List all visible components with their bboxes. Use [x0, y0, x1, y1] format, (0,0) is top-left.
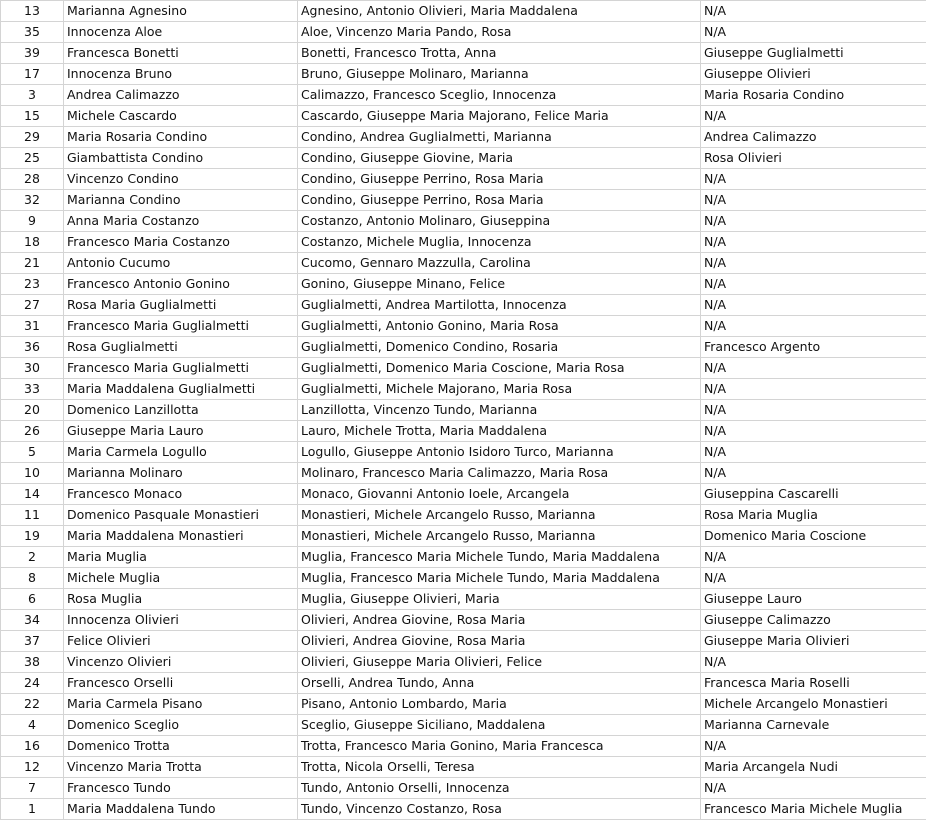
- spouse-cell[interactable]: Giuseppe Guglialmetti: [701, 43, 926, 64]
- id-cell[interactable]: 28: [1, 169, 64, 190]
- name-cell[interactable]: Michele Cascardo: [64, 106, 298, 127]
- name-cell[interactable]: Maria Carmela Logullo: [64, 442, 298, 463]
- table-row: [1, 799, 926, 820]
- id-cell[interactable]: 16: [1, 736, 64, 757]
- parents-cell[interactable]: Trotta, Nicola Orselli, Teresa: [298, 757, 701, 778]
- spouse-cell[interactable]: Giuseppe Calimazzo: [701, 610, 926, 631]
- spouse-cell[interactable]: Francesca Maria Roselli: [701, 673, 926, 694]
- spouse-cell[interactable]: N/A: [701, 568, 926, 589]
- name-cell[interactable]: Maria Muglia: [64, 547, 298, 568]
- spouse-cell[interactable]: N/A: [701, 463, 926, 484]
- name-cell[interactable]: Vincenzo Maria Trotta: [64, 757, 298, 778]
- spouse-cell[interactable]: Francesco Maria Michele Muglia: [701, 799, 926, 820]
- parents-cell[interactable]: Orselli, Andrea Tundo, Anna: [298, 673, 701, 694]
- id-cell[interactable]: 19: [1, 526, 64, 547]
- id-cell[interactable]: 34: [1, 610, 64, 631]
- table-row: [1, 253, 926, 274]
- spouse-cell[interactable]: N/A: [701, 22, 926, 43]
- id-cell[interactable]: 26: [1, 421, 64, 442]
- table-row: [1, 232, 926, 253]
- parents-cell[interactable]: Lanzillotta, Vincenzo Tundo, Marianna: [298, 400, 701, 421]
- id-cell[interactable]: 25: [1, 148, 64, 169]
- name-cell[interactable]: Maria Maddalena Guglialmetti: [64, 379, 298, 400]
- table-row: [1, 694, 926, 715]
- name-cell[interactable]: Innocenza Aloe: [64, 22, 298, 43]
- spouse-cell[interactable]: Rosa Maria Muglia: [701, 505, 926, 526]
- table-row: [1, 757, 926, 778]
- name-cell[interactable]: Maria Carmela Pisano: [64, 694, 298, 715]
- name-cell[interactable]: Francesco Maria Guglialmetti: [64, 316, 298, 337]
- table-row: [1, 421, 926, 442]
- table-row: [1, 589, 926, 610]
- parents-cell[interactable]: Muglia, Francesco Maria Michele Tundo, Maria Maddalena: [298, 547, 701, 568]
- name-cell[interactable]: Marianna Condino: [64, 190, 298, 211]
- parents-cell[interactable]: Gonino, Giuseppe Minano, Felice: [298, 274, 701, 295]
- parents-cell[interactable]: Guglialmetti, Michele Majorano, Maria Rosa: [298, 379, 701, 400]
- id-cell[interactable]: 29: [1, 127, 64, 148]
- id-cell[interactable]: 11: [1, 505, 64, 526]
- spouse-cell[interactable]: N/A: [701, 400, 926, 421]
- id-cell[interactable]: 32: [1, 190, 64, 211]
- parents-cell[interactable]: Cascardo, Giuseppe Maria Majorano, Felice Maria: [298, 106, 701, 127]
- id-cell[interactable]: 6: [1, 589, 64, 610]
- id-cell[interactable]: 7: [1, 778, 64, 799]
- parents-cell[interactable]: Sceglio, Giuseppe Siciliano, Maddalena: [298, 715, 701, 736]
- table-row: [1, 547, 926, 568]
- parents-cell[interactable]: Condino, Andrea Guglialmetti, Marianna: [298, 127, 701, 148]
- name-cell[interactable]: Domenico Trotta: [64, 736, 298, 757]
- name-cell[interactable]: Vincenzo Condino: [64, 169, 298, 190]
- id-cell[interactable]: 3: [1, 85, 64, 106]
- table-row: [1, 568, 926, 589]
- table-row: [1, 127, 926, 148]
- id-cell[interactable]: 35: [1, 22, 64, 43]
- id-cell[interactable]: 24: [1, 673, 64, 694]
- id-cell[interactable]: 31: [1, 316, 64, 337]
- name-cell[interactable]: Francesca Bonetti: [64, 43, 298, 64]
- parents-cell[interactable]: Tundo, Vincenzo Costanzo, Rosa: [298, 799, 701, 820]
- table-row: [1, 778, 926, 799]
- table-row: [1, 85, 926, 106]
- id-cell[interactable]: 20: [1, 400, 64, 421]
- id-cell[interactable]: 1: [1, 799, 64, 820]
- id-cell[interactable]: 9: [1, 211, 64, 232]
- spouse-cell[interactable]: N/A: [701, 778, 926, 799]
- id-cell[interactable]: 2: [1, 547, 64, 568]
- parents-cell[interactable]: Bruno, Giuseppe Molinaro, Marianna: [298, 64, 701, 85]
- parents-cell[interactable]: Bonetti, Francesco Trotta, Anna: [298, 43, 701, 64]
- spouse-cell[interactable]: N/A: [701, 652, 926, 673]
- parents-cell[interactable]: Guglialmetti, Domenico Condino, Rosaria: [298, 337, 701, 358]
- spouse-cell[interactable]: Maria Arcangela Nudi: [701, 757, 926, 778]
- parents-cell[interactable]: Molinaro, Francesco Maria Calimazzo, Maria Rosa: [298, 463, 701, 484]
- name-cell[interactable]: Domenico Lanzillotta: [64, 400, 298, 421]
- name-cell[interactable]: Francesco Antonio Gonino: [64, 274, 298, 295]
- table-row: [1, 610, 926, 631]
- table-row: [1, 106, 926, 127]
- spouse-cell[interactable]: N/A: [701, 358, 926, 379]
- table-row: [1, 442, 926, 463]
- parents-cell[interactable]: Costanzo, Antonio Molinaro, Giuseppina: [298, 211, 701, 232]
- name-cell[interactable]: Francesco Orselli: [64, 673, 298, 694]
- spouse-cell[interactable]: Rosa Olivieri: [701, 148, 926, 169]
- id-cell[interactable]: 13: [1, 1, 64, 22]
- parents-cell[interactable]: Agnesino, Antonio Olivieri, Maria Maddalena: [298, 1, 701, 22]
- table-row: [1, 316, 926, 337]
- parents-cell[interactable]: Pisano, Antonio Lombardo, Maria: [298, 694, 701, 715]
- id-cell[interactable]: 39: [1, 43, 64, 64]
- parents-cell[interactable]: Guglialmetti, Domenico Maria Coscione, Maria Rosa: [298, 358, 701, 379]
- table-row: [1, 358, 926, 379]
- name-cell[interactable]: Maria Rosaria Condino: [64, 127, 298, 148]
- name-cell[interactable]: Domenico Pasquale Monastieri: [64, 505, 298, 526]
- parents-cell[interactable]: Calimazzo, Francesco Sceglio, Innocenza: [298, 85, 701, 106]
- parents-cell[interactable]: Muglia, Francesco Maria Michele Tundo, Maria Maddalena: [298, 568, 701, 589]
- table-row: [1, 337, 926, 358]
- name-cell[interactable]: Felice Olivieri: [64, 631, 298, 652]
- table-row: [1, 64, 926, 85]
- spouse-cell[interactable]: Michele Arcangelo Monastieri: [701, 694, 926, 715]
- spouse-cell[interactable]: N/A: [701, 1, 926, 22]
- parents-cell[interactable]: Guglialmetti, Antonio Gonino, Maria Rosa: [298, 316, 701, 337]
- id-cell[interactable]: 23: [1, 274, 64, 295]
- table-body: [1, 1, 926, 820]
- id-cell[interactable]: 21: [1, 253, 64, 274]
- table-row: [1, 673, 926, 694]
- name-cell[interactable]: Vincenzo Olivieri: [64, 652, 298, 673]
- table-row: [1, 463, 926, 484]
- spouse-cell[interactable]: N/A: [701, 442, 926, 463]
- name-cell[interactable]: Giuseppe Maria Lauro: [64, 421, 298, 442]
- id-cell[interactable]: 8: [1, 568, 64, 589]
- spouse-cell[interactable]: N/A: [701, 232, 926, 253]
- name-cell[interactable]: Francesco Monaco: [64, 484, 298, 505]
- name-cell[interactable]: Marianna Agnesino: [64, 1, 298, 22]
- table-row: [1, 652, 926, 673]
- id-cell[interactable]: 22: [1, 694, 64, 715]
- parents-cell[interactable]: Monastieri, Michele Arcangelo Russo, Marianna: [298, 505, 701, 526]
- name-cell[interactable]: Rosa Guglialmetti: [64, 337, 298, 358]
- table-row: [1, 169, 926, 190]
- name-cell[interactable]: Antonio Cucumo: [64, 253, 298, 274]
- spouse-cell[interactable]: Maria Rosaria Condino: [701, 85, 926, 106]
- spouse-cell[interactable]: Giuseppe Maria Olivieri: [701, 631, 926, 652]
- table-row: [1, 274, 926, 295]
- table-row: [1, 43, 926, 64]
- table-row: [1, 1, 926, 22]
- table-row: [1, 190, 926, 211]
- parents-cell[interactable]: Cucomo, Gennaro Mazzulla, Carolina: [298, 253, 701, 274]
- spouse-cell[interactable]: N/A: [701, 190, 926, 211]
- name-cell[interactable]: Giambattista Condino: [64, 148, 298, 169]
- parents-cell[interactable]: Monastieri, Michele Arcangelo Russo, Marianna: [298, 526, 701, 547]
- id-cell[interactable]: 30: [1, 358, 64, 379]
- name-cell[interactable]: Francesco Maria Guglialmetti: [64, 358, 298, 379]
- table-row: [1, 400, 926, 421]
- table-row: [1, 148, 926, 169]
- id-cell[interactable]: 27: [1, 295, 64, 316]
- id-cell[interactable]: 14: [1, 484, 64, 505]
- name-cell[interactable]: Innocenza Olivieri: [64, 610, 298, 631]
- name-cell[interactable]: Francesco Tundo: [64, 778, 298, 799]
- spouse-cell[interactable]: N/A: [701, 316, 926, 337]
- table-row: [1, 295, 926, 316]
- parents-cell[interactable]: Lauro, Michele Trotta, Maria Maddalena: [298, 421, 701, 442]
- table-row: [1, 22, 926, 43]
- parents-cell[interactable]: Trotta, Francesco Maria Gonino, Maria Francesca: [298, 736, 701, 757]
- id-cell[interactable]: 15: [1, 106, 64, 127]
- table-row: [1, 715, 926, 736]
- name-cell[interactable]: Domenico Sceglio: [64, 715, 298, 736]
- table-row: [1, 484, 926, 505]
- spouse-cell[interactable]: N/A: [701, 379, 926, 400]
- id-cell[interactable]: 33: [1, 379, 64, 400]
- id-cell[interactable]: 10: [1, 463, 64, 484]
- parents-cell[interactable]: Muglia, Giuseppe Olivieri, Maria: [298, 589, 701, 610]
- name-cell[interactable]: Michele Muglia: [64, 568, 298, 589]
- id-cell[interactable]: 4: [1, 715, 64, 736]
- id-cell[interactable]: 36: [1, 337, 64, 358]
- name-cell[interactable]: Maria Maddalena Tundo: [64, 799, 298, 820]
- table-row: [1, 631, 926, 652]
- parents-cell[interactable]: Condino, Giuseppe Perrino, Rosa Maria: [298, 169, 701, 190]
- spouse-cell[interactable]: Marianna Carnevale: [701, 715, 926, 736]
- spouse-cell[interactable]: N/A: [701, 295, 926, 316]
- id-cell[interactable]: 38: [1, 652, 64, 673]
- id-cell[interactable]: 17: [1, 64, 64, 85]
- spouse-cell[interactable]: N/A: [701, 736, 926, 757]
- name-cell[interactable]: Innocenza Bruno: [64, 64, 298, 85]
- id-cell[interactable]: 18: [1, 232, 64, 253]
- spouse-cell[interactable]: Giuseppe Lauro: [701, 589, 926, 610]
- parents-cell[interactable]: Costanzo, Michele Muglia, Innocenza: [298, 232, 701, 253]
- id-cell[interactable]: 12: [1, 757, 64, 778]
- parents-cell[interactable]: Olivieri, Andrea Giovine, Rosa Maria: [298, 610, 701, 631]
- name-cell[interactable]: Maria Maddalena Monastieri: [64, 526, 298, 547]
- parents-cell[interactable]: Logullo, Giuseppe Antonio Isidoro Turco, Marianna: [298, 442, 701, 463]
- name-cell[interactable]: Anna Maria Costanzo: [64, 211, 298, 232]
- parents-cell[interactable]: Condino, Giuseppe Giovine, Maria: [298, 148, 701, 169]
- table-row: [1, 526, 926, 547]
- id-cell[interactable]: 5: [1, 442, 64, 463]
- id-cell[interactable]: 37: [1, 631, 64, 652]
- parents-cell[interactable]: Tundo, Antonio Orselli, Innocenza: [298, 778, 701, 799]
- spouse-cell[interactable]: N/A: [701, 421, 926, 442]
- spouse-cell[interactable]: Giuseppina Cascarelli: [701, 484, 926, 505]
- parents-cell[interactable]: Olivieri, Giuseppe Maria Olivieri, Felice: [298, 652, 701, 673]
- name-cell[interactable]: Francesco Maria Costanzo: [64, 232, 298, 253]
- spouse-cell[interactable]: N/A: [701, 253, 926, 274]
- spouse-cell[interactable]: Giuseppe Olivieri: [701, 64, 926, 85]
- spouse-cell[interactable]: N/A: [701, 211, 926, 232]
- spouse-cell[interactable]: Domenico Maria Coscione: [701, 526, 926, 547]
- name-cell[interactable]: Marianna Molinaro: [64, 463, 298, 484]
- spouse-cell[interactable]: N/A: [701, 274, 926, 295]
- spouse-cell[interactable]: N/A: [701, 547, 926, 568]
- parents-cell[interactable]: Guglialmetti, Andrea Martilotta, Innocenza: [298, 295, 701, 316]
- table-row: [1, 211, 926, 232]
- spouse-cell[interactable]: Francesco Argento: [701, 337, 926, 358]
- spouse-cell[interactable]: N/A: [701, 169, 926, 190]
- table-row: [1, 505, 926, 526]
- table-row: [1, 379, 926, 400]
- parents-cell[interactable]: Monaco, Giovanni Antonio Ioele, Arcangela: [298, 484, 701, 505]
- name-cell[interactable]: Rosa Maria Guglialmetti: [64, 295, 298, 316]
- name-cell[interactable]: Andrea Calimazzo: [64, 85, 298, 106]
- name-cell[interactable]: Rosa Muglia: [64, 589, 298, 610]
- parents-cell[interactable]: Condino, Giuseppe Perrino, Rosa Maria: [298, 190, 701, 211]
- parents-cell[interactable]: Olivieri, Andrea Giovine, Rosa Maria: [298, 631, 701, 652]
- table-row: [1, 736, 926, 757]
- parents-cell[interactable]: Aloe, Vincenzo Maria Pando, Rosa: [298, 22, 701, 43]
- spouse-cell[interactable]: Andrea Calimazzo: [701, 127, 926, 148]
- spouse-cell[interactable]: N/A: [701, 106, 926, 127]
